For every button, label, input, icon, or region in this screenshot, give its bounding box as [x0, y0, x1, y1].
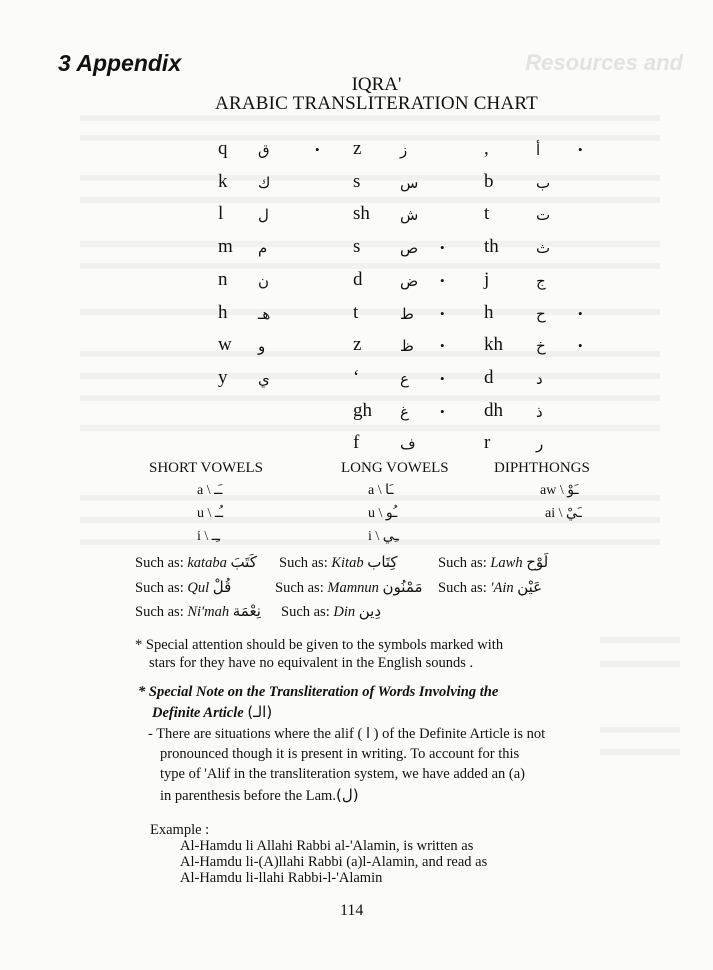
latin-letter: k — [218, 170, 228, 192]
star-marker: • — [440, 240, 445, 256]
latin-letter: th — [484, 236, 499, 258]
short-vowel-a: a \ ـَـ — [197, 483, 223, 498]
arabic-letter: ي — [258, 369, 270, 388]
latin-letter: w — [218, 334, 232, 356]
example-kataba: Such as: kataba كَتَبَ — [135, 553, 257, 571]
arabic-letter: ر — [536, 435, 544, 454]
arabic-letter: د — [536, 369, 543, 388]
special-note-subheading: Definite Article (الـ) — [152, 703, 273, 721]
latin-letter: y — [218, 366, 228, 388]
arabic-letter: خ — [536, 337, 546, 356]
latin-letter: dh — [484, 399, 503, 421]
diphthong-ai: ai \ ـَيْ — [545, 506, 582, 521]
long-vowel-a: a \ ـَا — [368, 483, 394, 498]
arabic-letter: ب — [536, 173, 551, 192]
special-attention-line-2: stars for they have no equivalent in the English sounds . — [149, 655, 474, 671]
arabic-letter: م — [258, 239, 268, 258]
note-body-line-1: - There are situations where the alif ( ا ) of the Definite Article is not — [148, 726, 546, 742]
arabic-letter: غ — [400, 402, 409, 421]
example-kitab: Such as: Kitab كِتَاب — [279, 553, 398, 571]
latin-letter: d — [484, 366, 494, 388]
latin-letter: q — [218, 138, 228, 159]
example-mamnun: Such as: Mamnun مَمْنُون — [275, 578, 423, 596]
latin-letter: f — [353, 432, 360, 454]
star-marker: • — [578, 142, 583, 157]
arabic-letter: ك — [258, 173, 271, 192]
arabic-letter: ز — [400, 141, 408, 159]
diphthongs-header: DIPHTHONGS — [494, 460, 590, 476]
note-body-line-4: in parenthesis before the Lam.(ل) — [160, 786, 359, 804]
example-qul: Such as: Qul قُلْ — [135, 578, 232, 596]
arabic-letter: و — [258, 337, 266, 356]
latin-letter: sh — [353, 203, 370, 225]
arabic-letter: ث — [536, 239, 551, 258]
example-din: Such as: Din دِين — [281, 602, 382, 620]
latin-letter: h — [484, 301, 494, 323]
short-vowel-i: i \ ـِـ — [197, 529, 220, 544]
example-line-2: Al-Hamdu li-(A)llahi Rabbi (a)l-Alamin, and read as — [180, 854, 488, 870]
arabic-letter: ذ — [536, 402, 543, 421]
example-line-3: Al-Hamdu li-llahi Rabbi-l-'Alamin — [180, 870, 383, 886]
arabic-letter: ط — [400, 304, 414, 323]
latin-letter: n — [218, 268, 228, 290]
example-line-1: Al-Hamdu li Allahi Rabbi al-'Alamin, is written as — [180, 838, 474, 854]
arabic-letter: ظ — [400, 337, 414, 356]
chart-title-line-2: ARABIC TRANSLITERATION CHART — [215, 93, 538, 114]
arabic-letter: ل — [258, 206, 269, 225]
latin-letter: r — [484, 432, 491, 454]
arabic-letter: ح — [536, 304, 546, 323]
arabic-letter: س — [400, 173, 419, 192]
note-body-line-3: type of 'Alif in the transliteration system, we have added an (a) — [160, 766, 525, 782]
arabic-letter: ن — [258, 271, 270, 290]
example-nimah: Such as: Ni'mah نِعْمَة — [135, 602, 261, 620]
latin-letter: ‘ — [353, 366, 360, 388]
arabic-letter: ع — [400, 369, 409, 388]
star-marker: • — [440, 272, 445, 288]
example-ain: Such as: 'Ain عَيْن — [438, 578, 543, 596]
latin-letter: b — [484, 170, 494, 192]
latin-letter: s — [353, 236, 361, 258]
long-vowels-header: LONG VOWELS — [341, 460, 449, 476]
special-attention-line-1: * Special attention should be given to the symbols marked with — [135, 637, 504, 653]
latin-letter: d — [353, 268, 363, 290]
star-marker: • — [440, 305, 445, 321]
star-marker: • — [440, 370, 445, 386]
star-marker: • — [315, 142, 320, 157]
arabic-letter: هـ — [258, 304, 271, 323]
short-vowel-u: u \ ـُـ — [197, 506, 224, 521]
star-marker: • — [578, 338, 583, 354]
latin-letter: s — [353, 170, 361, 192]
latin-letter: l — [218, 203, 224, 225]
star-marker: • — [440, 338, 445, 354]
latin-letter: kh — [484, 334, 503, 356]
latin-letter: h — [218, 301, 228, 323]
page-number: 114 — [340, 902, 364, 919]
star-marker: • — [578, 305, 583, 321]
bleed-through-heading: Resources and — [525, 50, 683, 75]
arabic-letter: ت — [536, 206, 551, 225]
special-note-heading: * Special Note on the Transliteration of Words Involving the — [138, 684, 499, 700]
latin-letter: m — [218, 236, 233, 258]
latin-letter: z — [353, 334, 362, 356]
arabic-letter: ق — [258, 141, 270, 159]
arabic-letter: ف — [400, 435, 416, 454]
arabic-letter: ض — [400, 271, 419, 290]
latin-letter: t — [353, 301, 359, 323]
long-vowel-i: i \ ـِي — [368, 529, 399, 544]
section-title: 3 Appendix — [58, 50, 182, 76]
long-vowel-u: u \ ـُو — [368, 506, 398, 521]
latin-letter: j — [484, 268, 490, 290]
latin-letter: gh — [353, 399, 372, 421]
chart-title-line-1: IQRA' — [351, 74, 402, 95]
latin-letter: , — [484, 138, 489, 159]
example-label: Example : — [150, 822, 210, 838]
short-vowels-header: SHORT VOWELS — [149, 460, 263, 476]
arabic-letter: ج — [536, 271, 546, 290]
example-lawh: Such as: Lawh لَوْح — [438, 553, 549, 571]
star-marker: • — [440, 403, 445, 419]
latin-letter: z — [353, 138, 362, 159]
note-body-line-2: pronounced though it is present in writing. To account for this — [160, 746, 520, 762]
latin-letter: t — [484, 203, 490, 225]
arabic-letter: أ — [536, 141, 541, 159]
diphthong-aw: aw \ ـَوْ — [540, 483, 579, 498]
arabic-letter: ش — [400, 206, 419, 225]
arabic-letter: ص — [400, 239, 419, 258]
